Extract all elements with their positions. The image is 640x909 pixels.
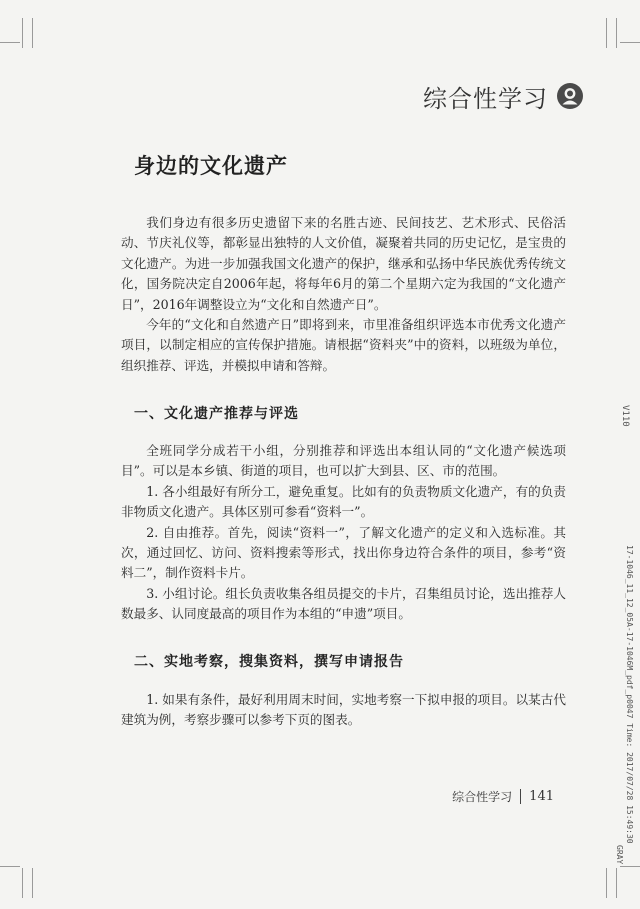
section1-body — [121, 441, 566, 625]
section1-paragraph: 1. 各小组最好有所分工，避免重复。比如有的负责物质文化遗产，有的负责非物质文化遗产。具体区别可参看“资料一”。 — [121, 483, 566, 520]
section2-paragraph: 1. 如果有条件，最好利用周末时间，实地考察一下拟申报的项目。以某古代建筑为例，考察步骤可以参考下页的图表。 — [121, 692, 566, 728]
section1-heading-wrap — [134, 403, 554, 423]
page-title: 身边的文化遗产 — [134, 154, 288, 178]
crop-mark — [32, 868, 33, 898]
page-number: 141 — [529, 789, 554, 804]
crop-mark — [0, 42, 20, 43]
crop-mark — [606, 868, 607, 898]
section-header — [0, 78, 640, 114]
section2-heading-wrap — [134, 651, 554, 671]
person-in-circle-icon — [556, 82, 584, 110]
footer-divider — [520, 789, 521, 804]
crop-mark — [606, 18, 607, 48]
crop-mark — [22, 868, 23, 898]
section1-heading: 一、文化遗产推荐与评选 — [134, 406, 299, 422]
crop-mark — [616, 868, 617, 898]
crop-mark — [620, 866, 640, 867]
job-code: 17-1046_11_12_05A-17-1046M_pdf_p0047 Time: 2017/07/28 15:49:30 — [625, 545, 634, 844]
intro-block — [121, 213, 566, 376]
crop-mark — [616, 18, 617, 48]
intro-paragraph: 今年的“文化和自然遗产日”即将到来，市里准备组织评选本市优秀文化遗产项目，以制定相应的宣传保护措施。请根据“资料夹”中的资料，以班级为单位，组织推荐、评选，并模拟申请和答辩。 — [121, 317, 566, 373]
section-title: 综合性学习 — [423, 84, 548, 113]
intro-paragraph: 我们身边有很多历史遗留下来的名胜古迹、民间技艺、艺术形式、民俗活动、节庆礼仪等，都彰显出独特的人文价值，凝聚着共同的历史记忆，是宝贵的文化遗产。为进一步加强我国文化遗产的保护，继承和弘扬中华民族优秀传统文化，国务院决定自2006年起，将每年6月的第二个星期六定为我国的“文化遗产日”，2016年调整设立为“文化和自然遗产日”。 — [121, 215, 566, 312]
side-code: V110 — [620, 405, 630, 427]
section1-paragraph: 2. 自由推荐。首先，阅读“资料一”，了解文化遗产的定义和入选标准。其次，通过回忆、访问、资料搜索等形式，找出你身边符合条件的项目，参考“资料二”，制作资料卡片。 — [121, 524, 566, 581]
crop-mark — [22, 18, 23, 48]
crop-mark — [32, 18, 33, 48]
footer-section-label: 综合性学习 — [452, 790, 513, 804]
section1-paragraph: 3. 小组讨论。组长负责收集各组员提交的卡片，召集组员讨论，选出推荐人数最多、认同度最高的项目作为本组的“申遗”项目。 — [121, 585, 566, 622]
page-footer — [452, 788, 554, 805]
section2-body — [121, 690, 566, 731]
crop-mark — [0, 866, 20, 867]
section2-heading: 二、实地考察，搜集资料，撰写申请报告 — [134, 654, 404, 670]
job-code-gray: GRAY — [615, 845, 624, 865]
crop-mark — [620, 42, 640, 43]
section1-paragraph: 全班同学分成若干小组，分别推荐和评选出本组认同的“文化遗产候选项目”。可以是本乡镇、街道的项目，也可以扩大到县、区、市的范围。 — [121, 443, 566, 479]
